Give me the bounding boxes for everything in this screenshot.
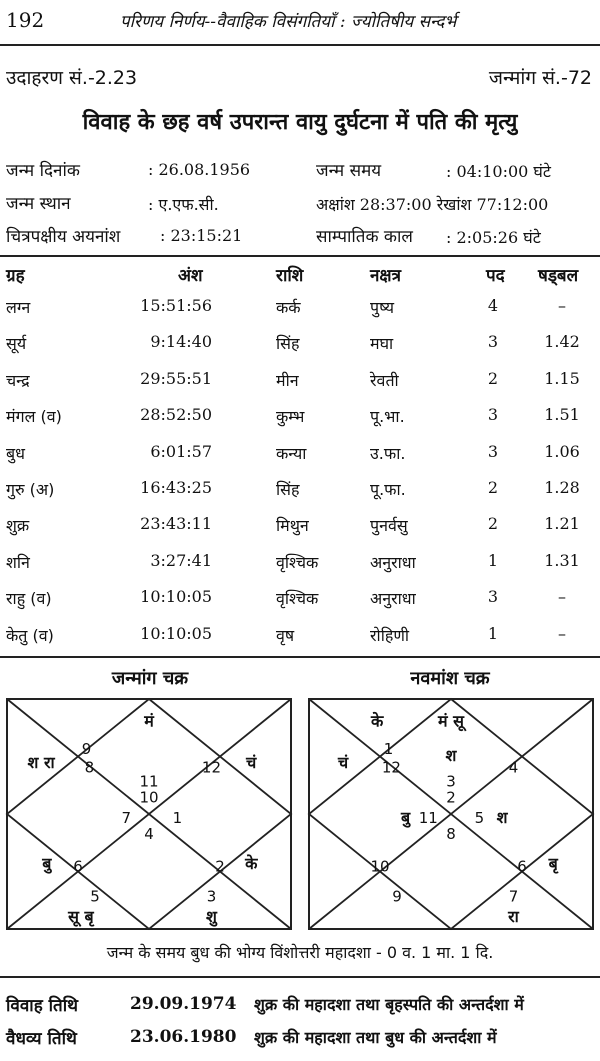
- house-sign-number: 6: [73, 857, 83, 876]
- planet-name: केतु (व): [6, 625, 54, 645]
- chart-number: जन्मांग सं.-72: [488, 67, 592, 89]
- navamsha-chart: [306, 696, 596, 932]
- house-planets: के: [245, 854, 258, 874]
- planet-sign: मिथुन: [276, 516, 309, 536]
- planet-degree: 23:43:11: [140, 514, 212, 534]
- janmang-chart-title: जन्मांग चक्र: [111, 668, 189, 689]
- planet-degree: 16:43:25: [140, 478, 212, 497]
- planet-sign: सिंह: [276, 480, 300, 499]
- planet-name: सूर्य: [6, 334, 27, 354]
- planet-pada: 2: [487, 478, 499, 497]
- planet-nakshatra: मघा: [370, 334, 394, 354]
- planet-degree: 10:10:05: [140, 623, 212, 643]
- planet-nakshatra: पू.भा.: [370, 407, 405, 427]
- house-sign-number: 2: [215, 857, 225, 876]
- planet-name: शुक्र: [6, 516, 30, 536]
- page-number: 192: [6, 8, 45, 32]
- planet-pada: 3: [487, 587, 499, 607]
- house-sign-number: 11: [139, 772, 159, 791]
- house-planets: सू बृ: [68, 907, 94, 926]
- house-planets: मं: [144, 711, 154, 731]
- house-planets: मं सू: [438, 711, 464, 731]
- planet-degree: 9:14:40: [150, 332, 212, 352]
- planet-sign: सिंह: [276, 334, 300, 354]
- col-header-planet: ग्रह: [6, 266, 25, 286]
- planet-degree: 10:10:05: [140, 587, 212, 607]
- house-sign-number: 10: [370, 857, 390, 876]
- planet-name: लग्न: [6, 298, 31, 317]
- planet-nakshatra: अनुराधा: [370, 552, 416, 572]
- planet-sign: कर्क: [276, 298, 301, 317]
- widowhood-date-label: वैधव्य तिथि: [6, 1029, 77, 1049]
- dasha-note: जन्म के समय बुध की भोग्य विंशोत्तरी महादशा - 0 व. 1 मा. 1 दि.: [106, 943, 494, 962]
- house-sign-number: 7: [508, 887, 519, 906]
- widowhood-date-value: 23.06.1980: [130, 1027, 237, 1047]
- planet-pada: 1: [487, 550, 499, 570]
- house-sign-number: 11: [418, 809, 438, 828]
- house-planets: चं: [246, 752, 257, 772]
- planet-sign: वृश्चिक: [276, 589, 319, 609]
- planet-sign: मीन: [276, 370, 299, 390]
- events-top-rule: [0, 976, 600, 978]
- navamsha-chart-title: नवमांश चक्र: [410, 668, 490, 689]
- house-planets: श: [445, 746, 457, 765]
- planet-shadbala: 1.42: [544, 332, 580, 352]
- example-label: उदाहरण सं.-2.23: [6, 67, 138, 89]
- house-sign-number: 4: [144, 825, 154, 844]
- planet-pada: 3: [487, 441, 499, 461]
- planet-shadbala: 1.06: [544, 441, 580, 461]
- planet-shadbala: 1.28: [544, 478, 580, 497]
- planet-shadbala: 1.31: [544, 550, 580, 570]
- birth-date-label: जन्म दिनांक: [6, 161, 80, 181]
- col-header-sign: राशि: [276, 266, 304, 286]
- planet-shadbala: 1.51: [544, 405, 580, 425]
- planet-name: राहु (व): [6, 589, 52, 609]
- birth-date-value: : 26.08.1956: [148, 160, 251, 179]
- house-sign-number: 9: [81, 740, 92, 759]
- table-top-rule: [0, 255, 600, 257]
- house-sign-number: 10: [139, 788, 159, 807]
- case-title: विवाह के छह वर्ष उपरान्त वायु दुर्घटना में पति की मृत्यु: [82, 109, 518, 135]
- planet-name: गुरु (अ): [6, 480, 55, 499]
- house-sign-number: 8: [446, 825, 456, 844]
- planet-shadbala: 1.21: [544, 514, 580, 534]
- house-sign-number: 1: [172, 809, 183, 828]
- house-planets: शु: [206, 907, 217, 926]
- planet-shadbala: 1.15: [544, 368, 580, 388]
- house-sign-number: 3: [446, 772, 456, 791]
- planet-sign: वृश्चिक: [276, 552, 319, 572]
- house-sign-number: 9: [392, 887, 402, 906]
- planet-shadbala: –: [558, 296, 566, 315]
- planet-degree: 15:51:56: [140, 296, 212, 315]
- birth-place-label: जन्म स्थान: [6, 194, 71, 214]
- planet-degree: 3:27:41: [150, 550, 212, 570]
- house-sign-number: 6: [517, 857, 527, 876]
- house-sign-number: 1: [383, 740, 394, 759]
- house-sign-number: 2: [446, 788, 456, 807]
- table-bottom-rule: [0, 656, 600, 658]
- planet-sign: कन्या: [276, 443, 307, 463]
- col-header-nakshatra: नक्षत्र: [370, 266, 402, 286]
- house-planets: श रा: [27, 752, 55, 772]
- marriage-dasha-text: शुक्र की महादशा तथा बृहस्पति की अन्तर्दशा में: [254, 995, 524, 1014]
- planet-nakshatra: पुष्य: [370, 298, 395, 317]
- widowhood-dasha-text: शुक्र की महादशा तथा बुध की अन्तर्दशा में: [254, 1028, 497, 1047]
- planet-degree: 6:01:57: [150, 441, 212, 461]
- planet-sign: कुम्भ: [276, 407, 305, 427]
- house-planets: बु: [42, 854, 52, 874]
- birth-place-value: : ए.एफ.सी.: [148, 195, 219, 214]
- house-sign-number: 12: [201, 758, 222, 777]
- house-sign-number: 5: [90, 887, 100, 906]
- sidereal-time-label: साम्पातिक काल: [316, 227, 413, 247]
- col-header-degree: अंश: [178, 266, 203, 286]
- sidereal-time-value: : 2:05:26 घंटे: [446, 228, 541, 247]
- ayanamsha-label: चित्रपक्षीय अयनांश: [6, 227, 121, 247]
- col-header-shadbala: षड्बल: [538, 266, 579, 286]
- house-sign-number: 4: [508, 758, 519, 777]
- lat-long: अक्षांश 28:37:00 रेखांश 77:12:00: [316, 195, 549, 214]
- planet-name: मंगल (व): [6, 407, 62, 427]
- ayanamsha-value: : 23:15:21: [160, 226, 243, 245]
- planet-sign: वृष: [276, 625, 295, 645]
- house-sign-number: 7: [121, 809, 132, 828]
- planet-pada: 3: [487, 405, 499, 425]
- planet-nakshatra: उ.फा.: [370, 443, 406, 463]
- planet-shadbala: –: [558, 623, 566, 643]
- house-sign-number: 3: [206, 887, 217, 906]
- planet-nakshatra: अनुराधा: [370, 589, 416, 609]
- planet-pada: 4: [487, 296, 499, 315]
- planet-nakshatra: रेवती: [370, 370, 399, 390]
- house-planets: रा: [508, 907, 519, 926]
- planet-name: शनि: [6, 552, 30, 572]
- janmang-chart: [4, 696, 294, 932]
- planet-nakshatra: पू.फा.: [370, 480, 406, 499]
- marriage-date-label: विवाह तिथि: [6, 996, 79, 1016]
- planet-pada: 2: [487, 368, 499, 388]
- planet-name: बुध: [6, 443, 25, 463]
- planet-name: चन्द्र: [6, 370, 30, 390]
- planet-degree: 29:55:51: [140, 368, 212, 388]
- header-rule: [0, 44, 600, 46]
- house-planets: बृ: [548, 854, 558, 874]
- birth-time-label: जन्म समय: [316, 161, 382, 181]
- planet-degree: 28:52:50: [140, 405, 212, 425]
- planet-pada: 1: [487, 623, 499, 643]
- running-title: परिणय निर्णय--वैवाहिक विसंगतियाँ : ज्योतिषीय सन्दर्भ: [120, 12, 457, 32]
- house-sign-number: 8: [84, 758, 95, 777]
- house-sign-number: 12: [381, 758, 401, 777]
- planet-nakshatra: पुनर्वसु: [370, 516, 408, 536]
- planet-shadbala: –: [558, 587, 566, 607]
- marriage-date-value: 29.09.1974: [130, 994, 237, 1014]
- house-planets: के: [371, 711, 384, 731]
- house-planets: श: [496, 808, 508, 828]
- birth-time-value: : 04:10:00 घंटे: [446, 162, 551, 181]
- planet-pada: 3: [487, 332, 499, 352]
- house-planets: बु: [400, 808, 411, 828]
- col-header-pada: पद: [486, 266, 505, 286]
- house-planets: चं: [337, 752, 349, 772]
- house-sign-number: 5: [474, 809, 485, 828]
- planet-pada: 2: [487, 514, 499, 534]
- planet-nakshatra: रोहिणी: [370, 625, 410, 645]
